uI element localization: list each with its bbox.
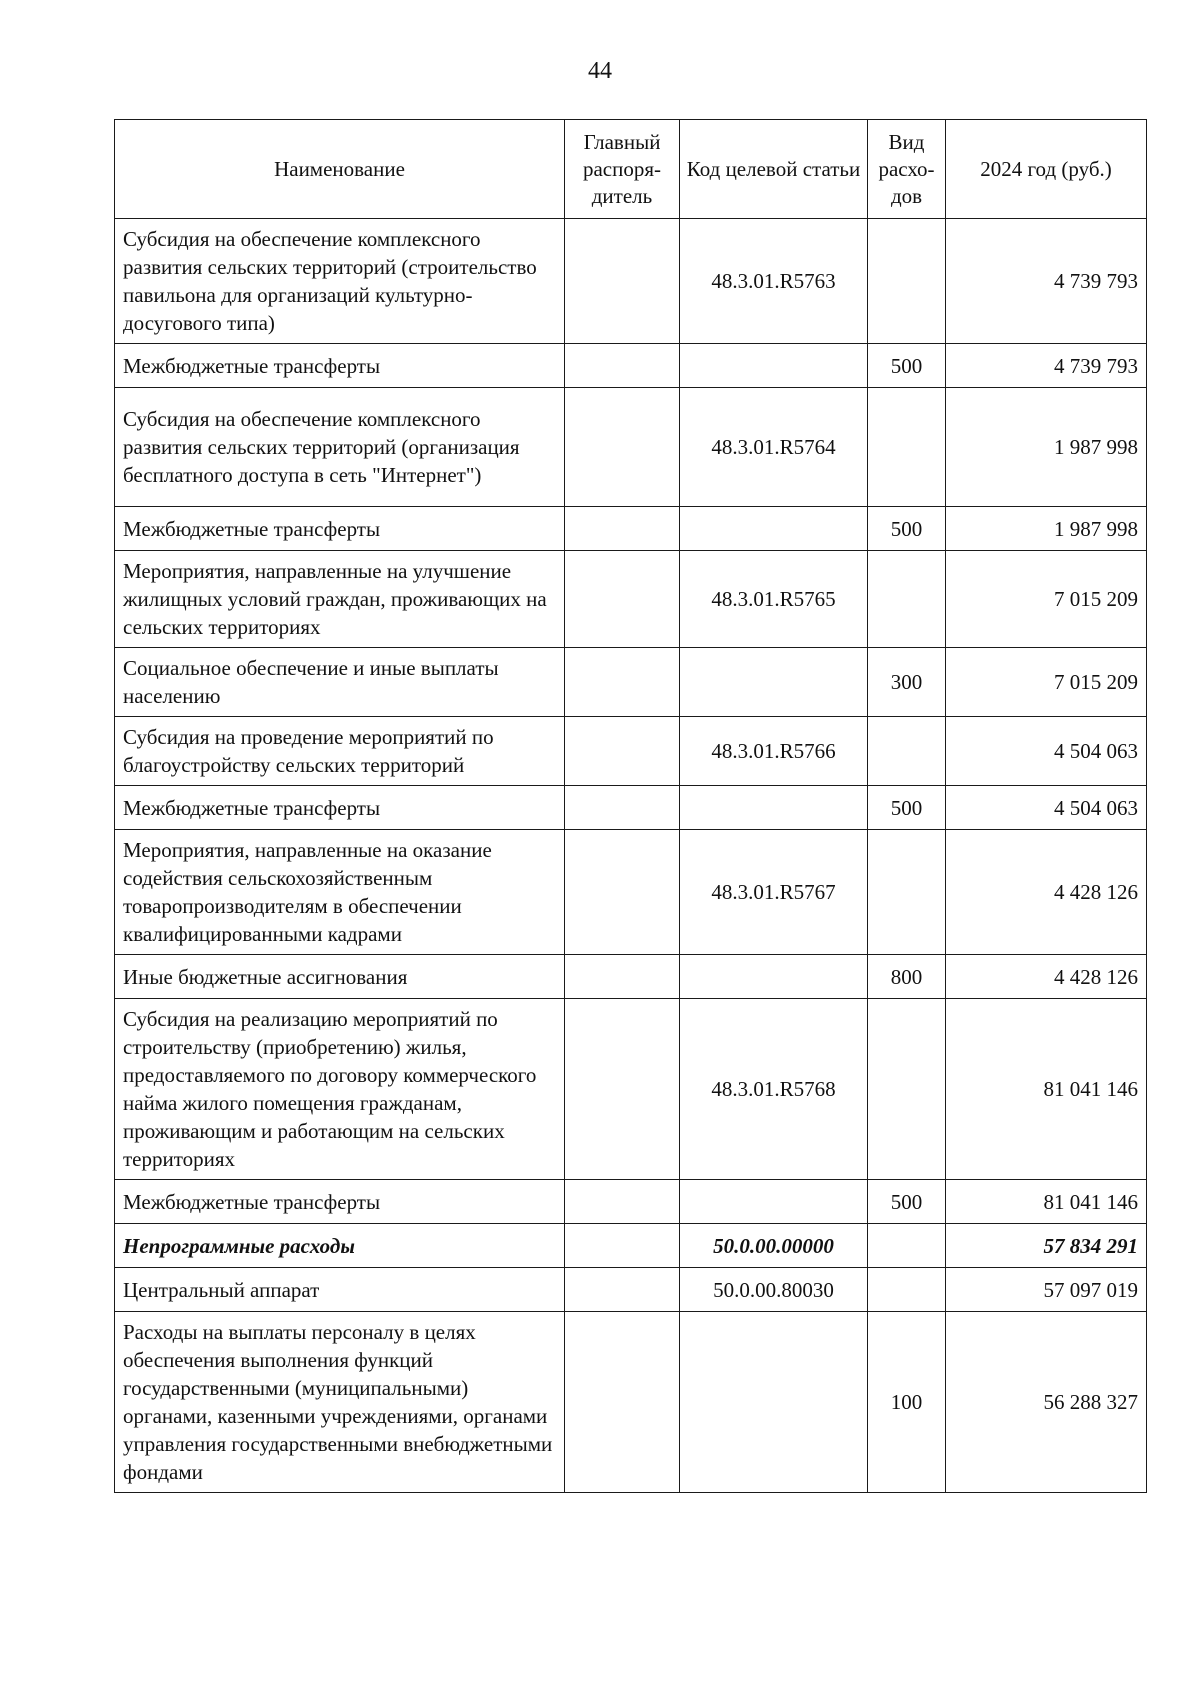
table-row xyxy=(115,344,1147,388)
row-name: Субсидия на проведение мероприятий по благоустройству сельских территорий xyxy=(115,717,565,786)
row-amount: 57 097 019 xyxy=(946,1268,1147,1312)
table-row xyxy=(115,219,1147,344)
row-expense-type: 800 xyxy=(868,955,946,999)
table-row xyxy=(115,1312,1147,1493)
row-name: Субсидия на обеспечение комплексного развития сельских территорий (организация бесплатного доступа в сеть "Интернет") xyxy=(115,388,565,507)
row-amount: 7 015 209 xyxy=(946,551,1147,648)
table-row xyxy=(115,786,1147,830)
row-target-code xyxy=(680,786,868,830)
row-chief-manager xyxy=(565,1180,680,1224)
row-target-code: 48.3.01.R5766 xyxy=(680,717,868,786)
row-target-code: 48.3.01.R5763 xyxy=(680,219,868,344)
row-expense-type: 500 xyxy=(868,786,946,830)
header-expense-type: Вид расхо-дов xyxy=(868,120,946,219)
row-amount: 4 504 063 xyxy=(946,786,1147,830)
row-name: Иные бюджетные ассигнования xyxy=(115,955,565,999)
row-amount: 4 504 063 xyxy=(946,717,1147,786)
row-amount: 56 288 327 xyxy=(946,1312,1147,1493)
row-chief-manager xyxy=(565,999,680,1180)
row-expense-type xyxy=(868,1268,946,1312)
row-expense-type: 500 xyxy=(868,507,946,551)
row-chief-manager xyxy=(565,830,680,955)
table-row xyxy=(115,551,1147,648)
row-target-code xyxy=(680,507,868,551)
row-target-code: 48.3.01.R5765 xyxy=(680,551,868,648)
table-row xyxy=(115,999,1147,1180)
row-amount: 7 015 209 xyxy=(946,648,1147,717)
row-target-code: 48.3.01.R5764 xyxy=(680,388,868,507)
row-expense-type xyxy=(868,1224,946,1268)
row-chief-manager xyxy=(565,507,680,551)
header-target-code: Код целевой статьи xyxy=(680,120,868,219)
row-amount: 4 428 126 xyxy=(946,955,1147,999)
row-target-code xyxy=(680,344,868,388)
row-name: Непрограммные расходы xyxy=(115,1224,565,1268)
table-row xyxy=(115,507,1147,551)
row-amount: 4 739 793 xyxy=(946,344,1147,388)
row-chief-manager xyxy=(565,717,680,786)
row-amount: 81 041 146 xyxy=(946,1180,1147,1224)
header-chief-manager: Главный распоря-дитель xyxy=(565,120,680,219)
row-expense-type xyxy=(868,219,946,344)
table-row xyxy=(115,830,1147,955)
row-amount: 57 834 291 xyxy=(946,1224,1147,1268)
table-row xyxy=(115,388,1147,507)
row-chief-manager xyxy=(565,344,680,388)
header-amount-2024: 2024 год (руб.) xyxy=(946,120,1147,219)
row-expense-type: 500 xyxy=(868,344,946,388)
table-row xyxy=(115,717,1147,786)
row-target-code: 50.0.00.80030 xyxy=(680,1268,868,1312)
row-chief-manager xyxy=(565,219,680,344)
row-chief-manager xyxy=(565,1268,680,1312)
row-target-code xyxy=(680,648,868,717)
row-target-code xyxy=(680,955,868,999)
row-name: Межбюджетные трансферты xyxy=(115,1180,565,1224)
row-amount: 4 428 126 xyxy=(946,830,1147,955)
row-name: Расходы на выплаты персоналу в целях обеспечения выполнения функций государственными (муниципальными) органами, казенными учреждениями, органами управления государственными внебюджетными фондами xyxy=(115,1312,565,1493)
row-amount: 1 987 998 xyxy=(946,507,1147,551)
row-chief-manager xyxy=(565,551,680,648)
row-expense-type xyxy=(868,830,946,955)
row-name: Субсидия на реализацию мероприятий по строительству (приобретению) жилья, предоставляемого по договору коммерческого найма жилого помещения гражданам, проживающим и работающим на сельских территориях xyxy=(115,999,565,1180)
row-chief-manager xyxy=(565,648,680,717)
row-expense-type: 100 xyxy=(868,1312,946,1493)
row-amount: 81 041 146 xyxy=(946,999,1147,1180)
table-header-row xyxy=(115,120,1147,219)
row-chief-manager xyxy=(565,955,680,999)
row-chief-manager xyxy=(565,786,680,830)
row-name: Социальное обеспечение и иные выплаты населению xyxy=(115,648,565,717)
row-expense-type xyxy=(868,551,946,648)
row-expense-type xyxy=(868,717,946,786)
row-expense-type: 500 xyxy=(868,1180,946,1224)
row-name: Межбюджетные трансферты xyxy=(115,786,565,830)
row-expense-type: 300 xyxy=(868,648,946,717)
row-chief-manager xyxy=(565,388,680,507)
row-name: Субсидия на обеспечение комплексного развития сельских территорий (строительство павильона для организаций культурно-досугового типа) xyxy=(115,219,565,344)
table-row xyxy=(115,648,1147,717)
page-number: 44 xyxy=(588,58,612,84)
budget-table xyxy=(114,119,1147,1493)
row-target-code: 48.3.01.R5768 xyxy=(680,999,868,1180)
row-amount: 1 987 998 xyxy=(946,388,1147,507)
table-row xyxy=(115,1268,1147,1312)
row-target-code xyxy=(680,1180,868,1224)
row-target-code: 50.0.00.00000 xyxy=(680,1224,868,1268)
row-amount: 4 739 793 xyxy=(946,219,1147,344)
row-chief-manager xyxy=(565,1312,680,1493)
row-chief-manager xyxy=(565,1224,680,1268)
table-row xyxy=(115,1224,1147,1268)
header-name: Наименование xyxy=(115,120,565,219)
row-name: Центральный аппарат xyxy=(115,1268,565,1312)
row-expense-type xyxy=(868,388,946,507)
row-name: Межбюджетные трансферты xyxy=(115,344,565,388)
row-target-code xyxy=(680,1312,868,1493)
row-name: Межбюджетные трансферты xyxy=(115,507,565,551)
table-row xyxy=(115,1180,1147,1224)
row-name: Мероприятия, направленные на оказание содействия сельскохозяйственным товаропроизводителям в обеспечении квалифицированными кадрами xyxy=(115,830,565,955)
table-row xyxy=(115,955,1147,999)
row-name: Мероприятия, направленные на улучшение жилищных условий граждан, проживающих на сельских территориях xyxy=(115,551,565,648)
row-target-code: 48.3.01.R5767 xyxy=(680,830,868,955)
row-expense-type xyxy=(868,999,946,1180)
